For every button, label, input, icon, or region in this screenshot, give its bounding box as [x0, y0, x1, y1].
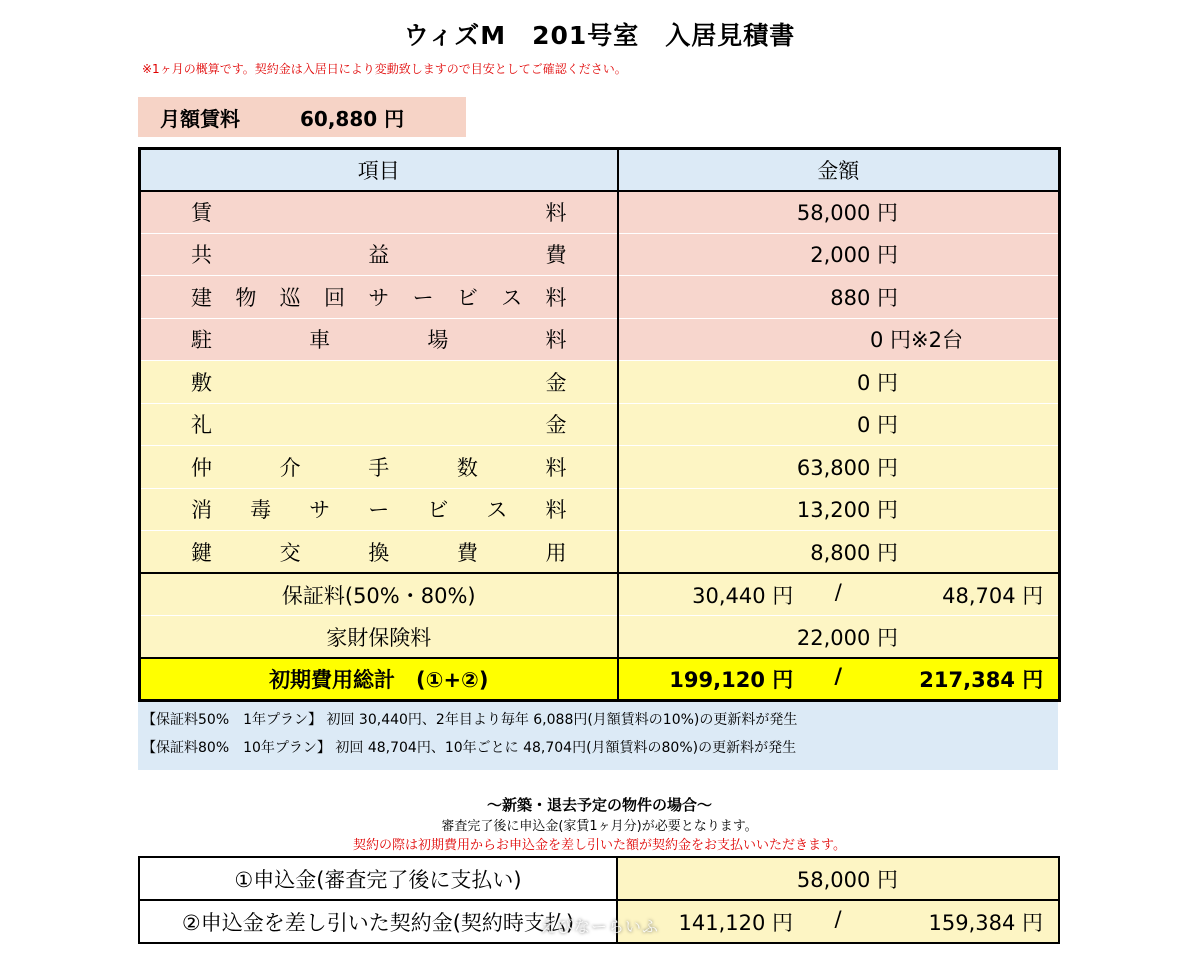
plan-50: 【保証料50% 1年プラン】 初回 30,440円、2年目より毎年 6,088円(月額賃料の10%)の更新料が発生: [142, 712, 798, 728]
guarantee-row: [140, 573, 1060, 616]
table-row: [140, 403, 1060, 446]
monthly-rent-box: [138, 97, 466, 137]
application-fee-label: ①申込金(審査完了後に支払い): [139, 857, 617, 900]
guarantee-plans: [138, 702, 1058, 770]
estimate-note: ※1ヶ月の概算です。契約金は入居日により変動致しますので目安としてご確認ください。: [142, 62, 627, 76]
new-build-note-red: 契約の際は初期費用からお申込金を差し引いた額が契約金をお支払いいただきます。: [353, 838, 846, 853]
item-char: 手: [368, 455, 390, 480]
item-char: 金: [545, 413, 567, 438]
monthly-rent-value: 60,880 円: [300, 106, 405, 131]
amount-cell: 8,800 円: [618, 531, 1060, 574]
item-char: 料: [545, 455, 567, 480]
total-row-value-50: 199,120 円: [669, 668, 794, 692]
separator: /: [834, 906, 842, 931]
header-amount: 金額: [618, 149, 1060, 191]
amount-cell: 58,000 円: [618, 191, 1060, 234]
watermark: えびなーらいふ: [540, 917, 660, 936]
item-cell: [140, 488, 618, 531]
insurance-amount: 22,000 円: [618, 616, 1060, 659]
table-row: [140, 318, 1060, 361]
item-char: 料: [545, 328, 567, 353]
header-item: 項目: [140, 149, 618, 191]
item-label: [191, 452, 567, 482]
item-char: 益: [368, 243, 390, 268]
item-char: 駐: [191, 328, 212, 353]
item-cell: [140, 403, 618, 446]
amount-cell: 0 円: [618, 361, 1060, 404]
item-char: ビ: [456, 285, 478, 310]
guarantee-row-label: 保証料(50%・80%): [140, 573, 618, 616]
amount-cell: 880 円: [618, 276, 1060, 319]
item-cell: [140, 361, 618, 404]
guarantee-row-amount: [618, 573, 1060, 616]
item-char: 消: [191, 498, 212, 523]
table-row: [140, 446, 1060, 489]
item-char: 巡: [279, 285, 301, 310]
table-header-row: [140, 149, 1060, 191]
contract-fee-80: 159,384 円: [928, 910, 1043, 935]
amount-cell: 0 円※2台: [618, 318, 1060, 361]
item-char: 車: [309, 328, 331, 353]
item-char: ー: [412, 285, 434, 310]
contract-fee-50: 141,120 円: [678, 910, 793, 935]
item-label: [191, 537, 567, 567]
total-row-value-80: 217,384 円: [919, 668, 1044, 692]
item-char: 介: [279, 455, 301, 480]
contract-fee-amount: [617, 900, 1059, 943]
item-char: 換: [368, 540, 390, 565]
item-char: 料: [545, 285, 567, 310]
total-row: [140, 658, 1060, 701]
item-char: ビ: [427, 498, 449, 523]
table-row: [140, 233, 1060, 276]
item-cell: [140, 531, 618, 574]
item-char: 鍵: [191, 540, 212, 565]
item-char: 金: [545, 370, 567, 395]
item-char: 料: [545, 201, 567, 225]
plan-80: 【保証料80% 10年プラン】 初回 48,704円、10年ごとに 48,704円(月額賃料の80%)の更新料が発生: [142, 740, 797, 756]
estimate-table: [138, 147, 1061, 702]
item-label: [191, 239, 567, 269]
amount-cell: 13,200 円: [618, 488, 1060, 531]
table-row: [139, 857, 1059, 900]
separator: /: [834, 664, 843, 688]
insurance-label: 家財保険料: [140, 616, 618, 659]
item-char: 料: [545, 498, 567, 523]
item-label: [191, 409, 567, 439]
table-row: [140, 531, 1060, 574]
item-label: [191, 197, 567, 227]
guarantee-row-values: [619, 580, 1059, 610]
item-char: ス: [501, 285, 523, 310]
item-cell: [140, 276, 618, 319]
item-cell: [140, 233, 618, 276]
page-title: ウィズM 201号室 入居見積書: [403, 21, 796, 50]
item-char: サ: [368, 285, 390, 310]
item-char: 費: [456, 540, 478, 565]
amount-cell: 0 円: [618, 403, 1060, 446]
item-char: 敷: [191, 370, 212, 395]
item-char: 仲: [191, 455, 212, 480]
item-char: 費: [545, 243, 567, 268]
guarantee-row-value-50: 30,440 円: [692, 583, 794, 608]
item-char: 賃: [191, 201, 212, 225]
item-char: 回: [323, 285, 345, 310]
amount-cell: 63,800 円: [618, 446, 1060, 489]
item-char: 数: [456, 455, 478, 480]
item-label: [191, 282, 567, 312]
item-char: 毒: [250, 498, 272, 523]
item-label: [191, 494, 567, 524]
new-build-note: 審査完了後に申込金(家賃1ヶ月分)が必要となります。: [441, 819, 758, 834]
table-row: [140, 191, 1060, 234]
item-char: 用: [545, 540, 567, 565]
item-char: 共: [191, 243, 212, 268]
item-char: サ: [309, 498, 331, 523]
item-cell: [140, 191, 618, 234]
item-char: ー: [368, 498, 390, 523]
item-char: 場: [427, 328, 449, 353]
total-row-values: [619, 664, 1059, 694]
item-cell: [140, 318, 618, 361]
guarantee-row-value-80: 48,704 円: [942, 583, 1044, 608]
table-row: [140, 488, 1060, 531]
table-row: [140, 276, 1060, 319]
item-label: [191, 324, 567, 354]
item-label: [191, 367, 567, 397]
item-char: 物: [235, 285, 257, 310]
item-char: 礼: [191, 413, 212, 438]
table-row: [140, 361, 1060, 404]
application-fee-amount: 58,000 円: [617, 857, 1059, 900]
total-row-amount: [618, 658, 1060, 701]
amount-cell: 2,000 円: [618, 233, 1060, 276]
item-cell: [140, 446, 618, 489]
contract-fee-label: ②申込金を差し引いた契約金(契約時支払): [139, 900, 617, 943]
monthly-rent-label: 月額賃料: [160, 106, 240, 131]
insurance-row: [140, 616, 1060, 659]
item-char: 建: [191, 285, 212, 310]
item-char: 交: [279, 540, 301, 565]
item-char: ス: [486, 498, 508, 523]
separator: /: [834, 579, 842, 604]
total-row-label: 初期費用総計 (①+②): [140, 658, 618, 701]
new-build-title: ～新築・退去予定の物件の場合～: [486, 796, 712, 814]
